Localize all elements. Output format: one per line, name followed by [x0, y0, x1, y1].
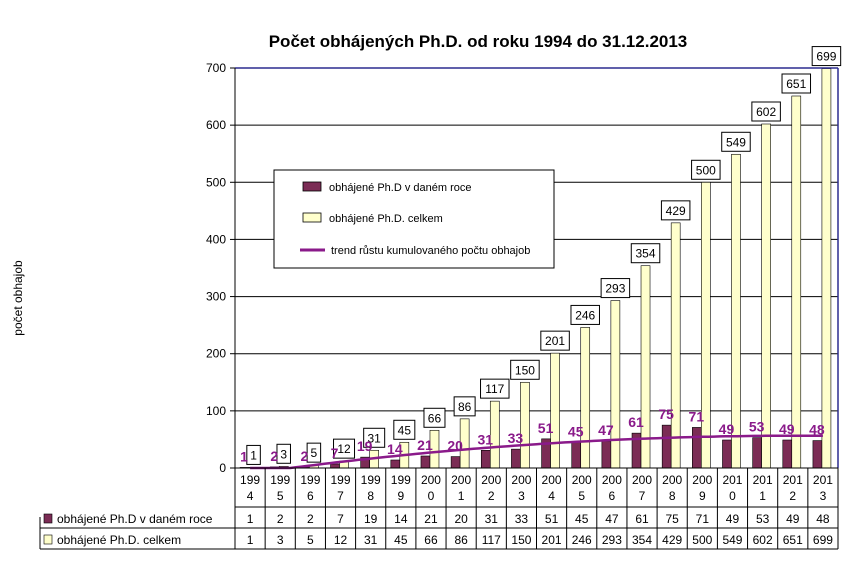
table-cell-total: 651 — [782, 533, 803, 547]
x-tick-label-top: 199 — [390, 473, 411, 487]
data-label-yearly: 45 — [567, 423, 584, 440]
data-label-yearly: 19 — [356, 438, 373, 455]
data-label-total: 293 — [605, 281, 626, 296]
data-label-total: 201 — [545, 334, 566, 349]
data-label-yearly: 53 — [748, 418, 765, 435]
data-label-yearly: 49 — [778, 421, 795, 437]
x-tick-label-bottom: 1 — [759, 489, 766, 503]
x-tick-label-bottom: 5 — [578, 489, 586, 503]
x-tick-label-bottom: 8 — [367, 489, 375, 503]
table-cell-total: 1 — [246, 533, 254, 547]
data-label-total: 1 — [250, 448, 257, 463]
x-tick-label-top: 200 — [481, 473, 502, 487]
data-label-yearly: 71 — [688, 408, 705, 425]
y-tick-label: 700 — [205, 61, 226, 75]
data-table — [40, 468, 838, 549]
table-cell-total: 117 — [481, 533, 501, 547]
table-cell-total: 150 — [511, 533, 532, 547]
legend — [274, 170, 554, 268]
data-label-total: 86 — [457, 399, 472, 414]
table-cell-yearly: 49 — [786, 512, 800, 526]
table-cell-total: 66 — [424, 533, 438, 547]
x-tick-label-bottom: 1 — [457, 489, 465, 503]
table-cell-total: 246 — [571, 533, 592, 547]
bar-total — [520, 382, 529, 468]
y-tick-label: 100 — [205, 403, 226, 418]
table-swatch-total — [44, 535, 52, 544]
data-label-yearly: 48 — [809, 421, 825, 438]
x-tick-label-top: 199 — [240, 473, 261, 487]
bar-total — [581, 327, 590, 468]
legend-swatch-yearly — [303, 182, 321, 191]
x-tick-label-top: 200 — [571, 473, 592, 487]
y-tick-label: 300 — [205, 289, 226, 304]
table-cell-yearly: 31 — [484, 512, 498, 526]
table-cell-yearly: 47 — [605, 512, 619, 526]
bar-yearly — [783, 440, 792, 468]
data-label-yearly: 2 — [270, 447, 279, 464]
bar-yearly — [692, 427, 701, 468]
bar-total — [611, 301, 620, 468]
x-tick-label-top: 199 — [300, 473, 321, 487]
data-label-total: 66 — [427, 411, 442, 426]
data-label-total: 699 — [816, 49, 837, 64]
x-tick-label-bottom: 4 — [246, 489, 254, 503]
x-tick-label-top: 199 — [270, 473, 291, 487]
table-cell-total: 354 — [632, 533, 653, 547]
bar-total — [701, 182, 710, 468]
x-tick-label-top: 200 — [541, 473, 562, 487]
x-tick-label-top: 200 — [420, 473, 441, 487]
bar-total — [762, 124, 771, 468]
x-tick-label-top: 200 — [662, 473, 683, 487]
table-cell-total: 549 — [722, 533, 743, 547]
table-row-header-yearly: obhájené Ph.D v daném roce — [57, 512, 213, 526]
table-cell-yearly: 19 — [363, 512, 378, 526]
table-cell-yearly: 14 — [394, 512, 408, 526]
data-label-total: 150 — [514, 363, 535, 378]
data-label-yearly: 1 — [240, 448, 248, 465]
bar-yearly — [511, 449, 520, 468]
bar-yearly — [421, 456, 430, 468]
bar-total — [822, 69, 831, 468]
bar-yearly — [331, 464, 340, 468]
x-tick-label-bottom: 0 — [427, 489, 435, 503]
x-tick-label-bottom: 7 — [337, 489, 344, 503]
y-tick-label: 500 — [205, 175, 226, 190]
bar-yearly — [722, 440, 731, 468]
y-axis-label: počet obhajob — [11, 260, 25, 336]
x-tick-label-bottom: 5 — [276, 489, 284, 503]
x-tick-label-top: 200 — [692, 473, 713, 487]
table-cell-total: 201 — [541, 533, 562, 547]
data-label-total: 500 — [695, 163, 716, 178]
table-cell-yearly: 2 — [307, 512, 314, 526]
table-cell-yearly: 71 — [695, 512, 710, 526]
table-cell-total: 429 — [662, 533, 683, 547]
table-cell-total: 5 — [307, 533, 314, 547]
data-label-yearly: 7 — [330, 445, 339, 461]
table-cell-yearly: 1 — [246, 512, 254, 526]
table-cell-total: 12 — [333, 533, 348, 547]
x-tick-label-top: 199 — [330, 473, 351, 487]
bar-yearly — [602, 441, 611, 468]
table-cell-yearly: 7 — [337, 512, 344, 526]
x-tick-label-bottom: 8 — [668, 489, 676, 503]
data-label-total: 5 — [310, 446, 318, 461]
table-cell-total: 31 — [363, 533, 378, 547]
table-cell-total: 86 — [454, 533, 468, 547]
table-cell-total: 3 — [276, 533, 284, 547]
data-label-total: 246 — [575, 308, 596, 323]
chart-title: Počet obhájených Ph.D. od roku 1994 do 31.12.2013 — [268, 32, 688, 51]
x-tick-label-top: 201 — [812, 473, 833, 487]
y-tick-label: 600 — [205, 118, 226, 133]
bar-total — [671, 223, 680, 468]
table-cell-total: 293 — [601, 533, 622, 547]
data-label-total: 31 — [367, 431, 381, 446]
data-label-yearly: 33 — [507, 430, 524, 447]
table-cell-yearly: 33 — [514, 512, 529, 526]
bar-yearly — [391, 460, 400, 468]
data-label-yearly: 47 — [598, 422, 614, 439]
x-tick-label-top: 199 — [360, 473, 381, 487]
x-tick-label-top: 201 — [722, 473, 743, 487]
data-label-yearly: 49 — [718, 421, 735, 437]
x-tick-label-bottom: 3 — [518, 489, 525, 503]
table-cell-yearly: 75 — [665, 512, 679, 526]
table-cell-total: 602 — [752, 533, 773, 547]
data-label-yearly: 75 — [658, 406, 674, 423]
data-label-total: 549 — [725, 135, 746, 150]
table-cell-yearly: 45 — [575, 512, 589, 526]
bar-yearly — [662, 425, 671, 468]
legend-swatch-total — [303, 213, 321, 222]
table-row-header-total: obhájené Ph.D. celkem — [57, 533, 182, 547]
bar-total — [792, 96, 801, 468]
data-label-yearly: 31 — [477, 431, 494, 448]
bar-yearly — [481, 450, 490, 468]
data-label-yearly: 21 — [417, 437, 433, 453]
x-tick-label-top: 200 — [601, 473, 622, 487]
table-cell-yearly: 49 — [725, 512, 740, 526]
x-tick-label-bottom: 2 — [789, 489, 797, 503]
x-tick-label-bottom: 7 — [638, 489, 646, 503]
legend-label-total: obhájené Ph.D. celkem — [329, 213, 443, 225]
data-label-total: 117 — [485, 382, 505, 397]
y-tick-label: 0 — [219, 461, 226, 475]
x-tick-label-bottom: 9 — [698, 489, 706, 503]
table-swatch-yearly — [44, 514, 52, 523]
bar-yearly — [451, 457, 460, 468]
table-cell-yearly: 2 — [276, 512, 284, 526]
data-label-total: 3 — [280, 447, 288, 462]
legend-label-trend: trend růstu kumulovaného počtu obhajob — [331, 245, 531, 257]
bar-yearly — [572, 442, 581, 468]
data-label-total: 354 — [635, 246, 656, 261]
data-label-yearly: 51 — [537, 419, 554, 436]
data-label-total: 45 — [397, 423, 412, 438]
table-cell-yearly: 53 — [755, 512, 770, 526]
data-label-total: 429 — [665, 203, 686, 218]
x-tick-label-bottom: 9 — [397, 489, 405, 503]
x-tick-label-top: 201 — [782, 473, 803, 487]
x-tick-label-bottom: 2 — [487, 489, 495, 503]
x-tick-label-top: 201 — [752, 473, 773, 487]
table-cell-yearly: 51 — [544, 512, 559, 526]
x-tick-label-bottom: 6 — [608, 489, 616, 503]
x-tick-label-bottom: 6 — [307, 489, 314, 503]
x-tick-label-bottom: 0 — [729, 489, 736, 503]
table-cell-yearly: 20 — [454, 512, 468, 526]
bar-yearly — [813, 441, 822, 468]
x-tick-label-top: 200 — [451, 473, 472, 487]
x-tick-label-bottom: 3 — [819, 489, 827, 503]
data-label-yearly: 20 — [447, 437, 463, 454]
bar-yearly — [753, 438, 762, 468]
table-cell-yearly: 21 — [424, 512, 438, 526]
y-tick-label: 200 — [205, 346, 226, 361]
x-tick-label-top: 200 — [632, 473, 653, 487]
table-cell-yearly: 48 — [816, 512, 830, 526]
data-label-yearly: 2 — [300, 447, 309, 464]
table-cell-total: 45 — [394, 533, 408, 547]
x-tick-label-top: 200 — [511, 473, 532, 487]
data-label-total: 602 — [756, 105, 777, 119]
x-tick-label-bottom: 4 — [548, 489, 555, 503]
legend-label-yearly: obhájené Ph.D v daném roce — [329, 182, 472, 194]
data-label-total: 651 — [786, 77, 807, 91]
table-cell-yearly: 61 — [635, 512, 649, 526]
y-tick-label: 400 — [205, 232, 226, 247]
table-cell-total: 500 — [692, 533, 713, 547]
data-label-yearly: 14 — [387, 441, 403, 457]
data-label-total: 12 — [337, 442, 351, 457]
table-cell-total: 699 — [812, 533, 833, 547]
bar-total — [551, 353, 560, 468]
data-label-yearly: 61 — [628, 414, 644, 431]
